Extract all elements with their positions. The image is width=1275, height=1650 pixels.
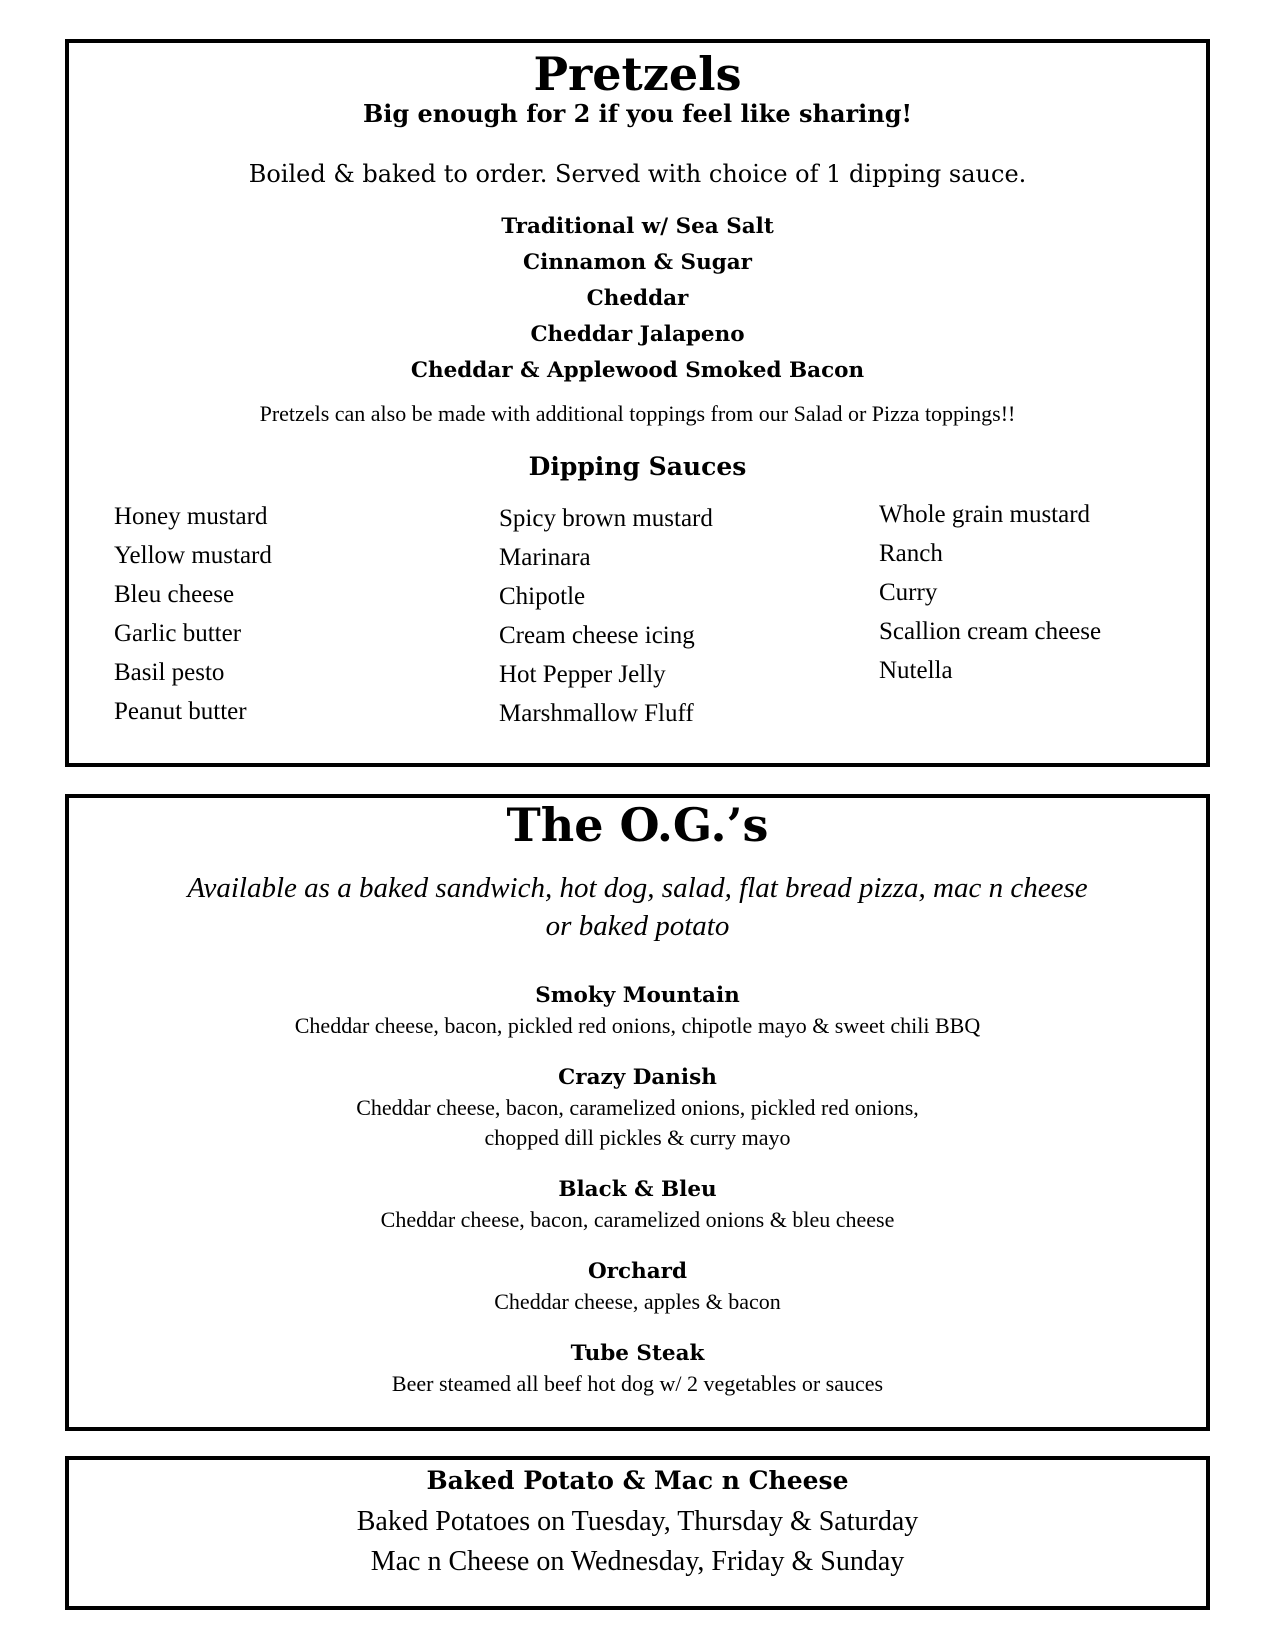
pretzel-variety: Cheddar xyxy=(586,286,689,311)
og-item xyxy=(69,1339,1206,1399)
og-item-name: Black & Bleu xyxy=(558,1177,717,1202)
og-item-name: Tube Steak xyxy=(570,1341,705,1366)
sauce-item: Nutella xyxy=(879,657,953,684)
sauce-item: Peanut butter xyxy=(114,698,247,725)
sauce-item: Cream cheese icing xyxy=(499,622,695,649)
ogs-section xyxy=(65,794,1210,1431)
pretzel-variety: Cinnamon & Sugar xyxy=(522,250,753,275)
sauces-column-2 xyxy=(499,499,713,733)
og-item-name: Smoky Mountain xyxy=(535,983,740,1008)
og-item xyxy=(69,981,1206,1041)
pretzels-title: Pretzels xyxy=(533,47,742,101)
pretzel-variety: Cheddar & Applewood Smoked Bacon xyxy=(410,358,865,383)
ogs-items-list xyxy=(69,981,1206,1421)
sauce-item: Honey mustard xyxy=(114,503,268,530)
pretzel-variety: Cheddar Jalapeno xyxy=(530,322,745,347)
og-item-description: Cheddar cheese, apples & bacon xyxy=(494,1289,781,1314)
ogs-title: The O.G.’s xyxy=(506,798,769,852)
sauce-item: Bleu cheese xyxy=(114,581,235,608)
sauce-item: Marshmallow Fluff xyxy=(499,700,694,727)
pretzels-subtitle: Big enough for 2 if you feel like sharing! xyxy=(362,99,913,128)
sauce-item: Marinara xyxy=(499,544,591,571)
pretzels-description: Boiled & baked to order. Served with choice of 1 dipping sauce. xyxy=(248,160,1027,188)
baked-potato-mac-section xyxy=(65,1456,1210,1610)
bake-title: Baked Potato & Mac n Cheese xyxy=(426,1466,849,1495)
sauce-item: Spicy brown mustard xyxy=(499,505,713,532)
ogs-subtitle-line2: or baked potato xyxy=(545,910,730,942)
sauce-item: Scallion cream cheese xyxy=(879,618,1102,645)
og-item-name: Crazy Danish xyxy=(558,1065,717,1090)
og-item-description: Beer steamed all beef hot dog w/ 2 vegetables or sauces xyxy=(391,1371,884,1396)
og-item-description-cont: chopped dill pickles & curry mayo xyxy=(484,1125,791,1150)
og-item xyxy=(69,1257,1206,1317)
sauce-item: Ranch xyxy=(879,540,943,567)
sauce-item: Basil pesto xyxy=(114,659,225,686)
sauce-item: Whole grain mustard xyxy=(879,501,1091,528)
dipping-sauces-heading: Dipping Sauces xyxy=(528,452,747,481)
sauce-item: Garlic butter xyxy=(114,620,242,647)
pretzels-note: Pretzels can also be made with additional toppings from our Salad or Pizza toppings!! xyxy=(259,401,1016,426)
baked-potato-days: Baked Potatoes on Tuesday, Thursday & Saturday xyxy=(356,1506,919,1537)
og-item xyxy=(69,1175,1206,1235)
og-item xyxy=(69,1063,1206,1153)
sauce-item: Curry xyxy=(879,579,938,606)
og-item-name: Orchard xyxy=(587,1259,688,1284)
og-item-description: Cheddar cheese, bacon, pickled red onions, chipotle mayo & sweet chili BBQ xyxy=(294,1013,981,1038)
pretzel-varieties-list xyxy=(69,209,1206,389)
og-item-description: Cheddar cheese, bacon, caramelized onions, pickled red onions, xyxy=(356,1095,919,1120)
pretzel-variety: Traditional w/ Sea Salt xyxy=(501,214,774,239)
sauce-item: Yellow mustard xyxy=(114,542,272,569)
sauces-column-3 xyxy=(879,495,1101,690)
sauce-item: Hot Pepper Jelly xyxy=(499,661,666,688)
pretzels-section xyxy=(65,39,1210,767)
ogs-subtitle-line1: Available as a baked sandwich, hot dog, salad, flat bread pizza, mac n cheese xyxy=(187,872,1088,904)
mac-cheese-days: Mac n Cheese on Wednesday, Friday & Sunday xyxy=(370,1546,905,1577)
sauces-column-1 xyxy=(114,497,272,731)
sauce-item: Chipotle xyxy=(499,583,586,610)
og-item-description: Cheddar cheese, bacon, caramelized onions & bleu cheese xyxy=(380,1207,895,1232)
